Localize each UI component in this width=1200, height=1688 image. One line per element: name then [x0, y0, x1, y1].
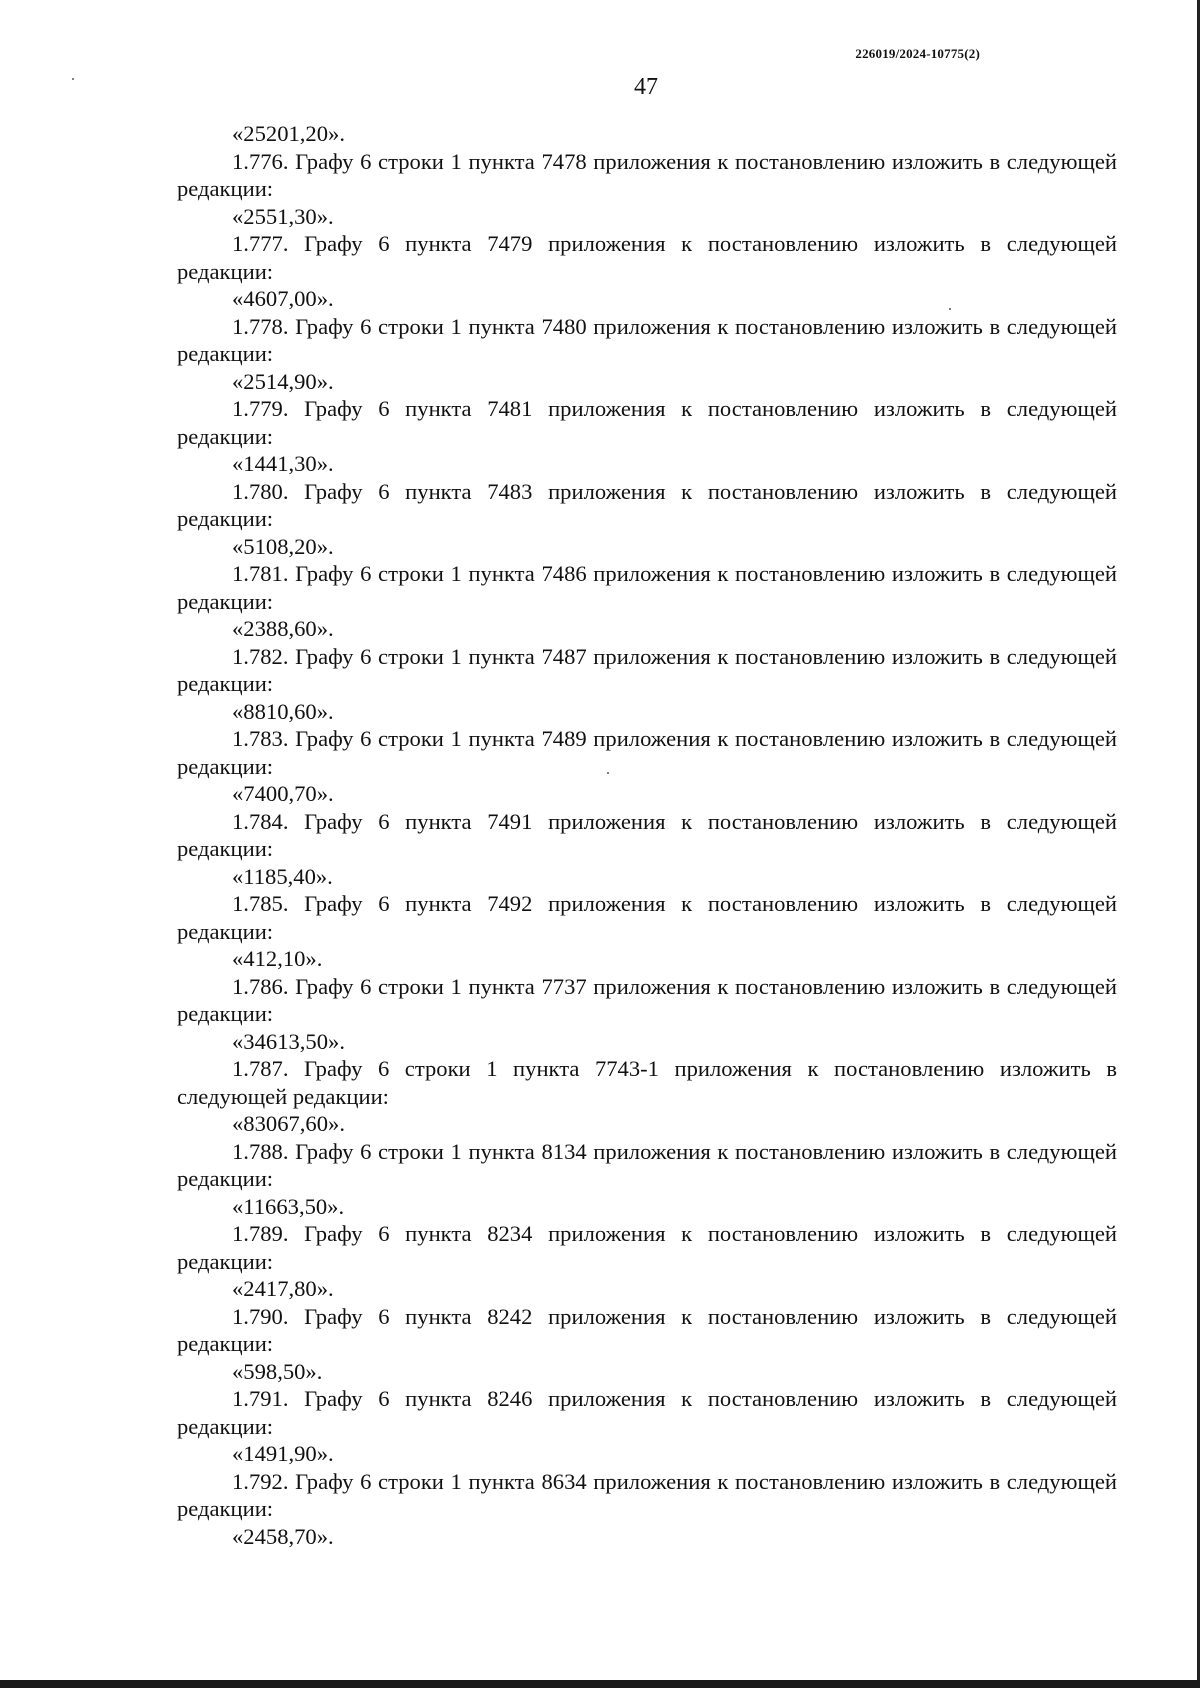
- amendment-paragraph: 1.784. Графу 6 пункта 7491 приложения к постановлению изложить в следующей редакции:: [177, 808, 1117, 861]
- amendment-paragraph: 1.778. Графу 6 строки 1 пункта 7480 приложения к постановлению изложить в следующей редакции:: [177, 313, 1117, 366]
- value-line: «25201,20».: [232, 121, 345, 146]
- amendment-paragraph: 1.783. Графу 6 строки 1 пункта 7489 приложения к постановлению изложить в следующей редакции:: [177, 726, 1117, 779]
- scan-speck: [607, 772, 609, 774]
- amendment-paragraph: 1.786. Графу 6 строки 1 пункта 7737 приложения к постановлению изложить в следующей редакции:: [177, 973, 1117, 1026]
- amendment-paragraph: 1.780. Графу 6 пункта 7483 приложения к постановлению изложить в следующей редакции:: [177, 478, 1117, 531]
- value-line: «7400,70».: [232, 781, 334, 806]
- amendment-paragraph: 1.777. Графу 6 пункта 7479 приложения к постановлению изложить в следующей редакции:: [177, 231, 1117, 284]
- value-line: «2458,70».: [232, 1523, 334, 1549]
- value-line: «83067,60».: [232, 1111, 345, 1136]
- amendment-paragraph: 1.781. Графу 6 строки 1 пункта 7486 приложения к постановлению изложить в следующей редакции:: [177, 561, 1117, 614]
- value-line: «8810,60».: [232, 698, 334, 724]
- page-number: 47: [634, 74, 658, 100]
- amendment-paragraph: 1.776. Графу 6 строки 1 пункта 7478 приложения к постановлению изложить в следующей редакции:: [177, 148, 1117, 201]
- document-id: 226019/2024-10775(2): [855, 46, 980, 61]
- amendment-paragraph: 1.791. Графу 6 пункта 8246 приложения к постановлению изложить в следующей редакции:: [177, 1386, 1117, 1439]
- amendment-paragraph: 1.785. Графу 6 пункта 7492 приложения к постановлению изложить в следующей редакции:: [177, 891, 1117, 944]
- amendment-paragraph: 1.792. Графу 6 строки 1 пункта 8634 приложения к постановлению изложить в следующей редакции:: [177, 1468, 1117, 1521]
- scan-bottom-edge: [0, 1680, 1200, 1688]
- amendment-paragraph: 1.782. Графу 6 строки 1 пункта 7487 приложения к постановлению изложить в следующей редакции:: [177, 643, 1117, 696]
- amendment-paragraph: 1.790. Графу 6 пункта 8242 приложения к постановлению изложить в следующей редакции:: [177, 1303, 1117, 1356]
- value-line: «598,50».: [232, 1358, 323, 1384]
- scan-speck: [72, 78, 74, 80]
- value-line: «2417,80».: [232, 1276, 334, 1301]
- value-line: «1441,30».: [232, 451, 334, 476]
- value-line: «2514,90».: [232, 368, 334, 394]
- value-line: «412,10».: [232, 946, 323, 971]
- document-body: [177, 120, 1117, 1550]
- value-line: «4607,00».: [232, 286, 334, 311]
- value-line: «1491,90».: [232, 1441, 334, 1466]
- scan-speck: [949, 308, 951, 310]
- value-line: «5108,20».: [232, 533, 334, 559]
- value-line: «1185,40».: [232, 863, 333, 889]
- amendment-paragraph: 1.779. Графу 6 пункта 7481 приложения к постановлению изложить в следующей редакции:: [177, 396, 1117, 449]
- amendment-paragraph: 1.789. Графу 6 пункта 8234 приложения к постановлению изложить в следующей редакции:: [177, 1221, 1117, 1274]
- value-line: «2551,30».: [232, 203, 334, 229]
- amendment-paragraph: 1.787. Графу 6 строки 1 пункта 7743-1 приложения к постановлению изложить в следующей редакции:: [177, 1056, 1117, 1109]
- amendment-paragraph: 1.788. Графу 6 строки 1 пункта 8134 приложения к постановлению изложить в следующей редакции:: [177, 1138, 1117, 1191]
- value-line: «34613,50».: [232, 1028, 345, 1054]
- value-line: «2388,60».: [232, 616, 334, 641]
- value-line: «11663,50».: [232, 1193, 345, 1219]
